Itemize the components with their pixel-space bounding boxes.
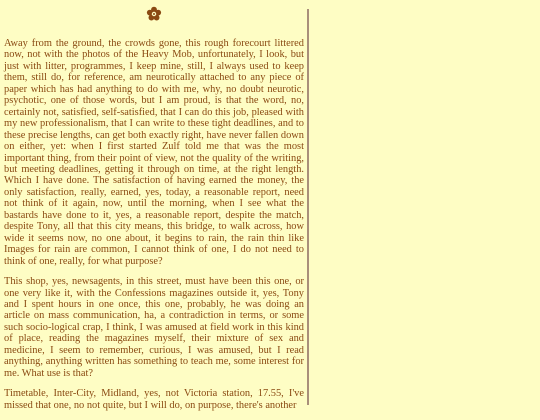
paragraph-3: Timetable, Inter-City, Midland, yes, not Victoria station, 17.55, I've missed that one, no not quite, but I will do, on purpose, there's another [4,388,304,411]
paragraph-2: This shop, yes, newsagents, in this street, must have been this one, or one very like it, with the Confessions magazines outside it, yes, Tony and I spent hours in one once, this one, probably, he was doing an article on mass communication, ha, a contradiction in terms, or some such socio-logical crap, I think, I was amused at field work in this kind of place, reading the magazines myself, their mixture of sex and medicine, I seem to remember, curious, I was amused, but I read anything, anything written has something to teach me, some interest for me. What use is that? [4,276,304,379]
body-text [4,38,304,420]
flower-ornament-icon [146,6,162,22]
paragraph-1: Away from the ground, the crowds gone, this rough forecourt littered now, not with the photos of the Heavy Mob, unfortunately, I look, but just with litter, programmes, I keep mine, still, I always used to keep them, still do, for reference, am neurotically attached to any piece of paper which has had anything to do with me, why, no doubt neurotic, psychotic, one of those words, but I am proud, is that the word, no, certainly not, satisfied, self-satisfied, that I can do this job, pleased with my new professionalism, that I can write to these tight deadlines, and to these precise lengths, can get both exactly right, have never fallen down on either, yet: when I first started Zulf told me that was the most important thing, from their point of view, not the quality of the writing, but meeting deadlines, getting it through on time, at the right length. Which I have done. The satisfaction of having earned the money, the only satisfaction, really, earned, yes, today, a reasonable report, need not think of it again, now, until the morning, when I see what the bastards have done to it, yes, a reasonable report, despite the match, despite Tony, all that this city means, this bridge, to walk across, how wide it seems now, no one about, it begins to rain, the rain thin like Images for rain are common, I cannot think of one, I do not need to think of one, really, for what purpose? [4,38,304,267]
page-gutter-rule [307,9,309,405]
